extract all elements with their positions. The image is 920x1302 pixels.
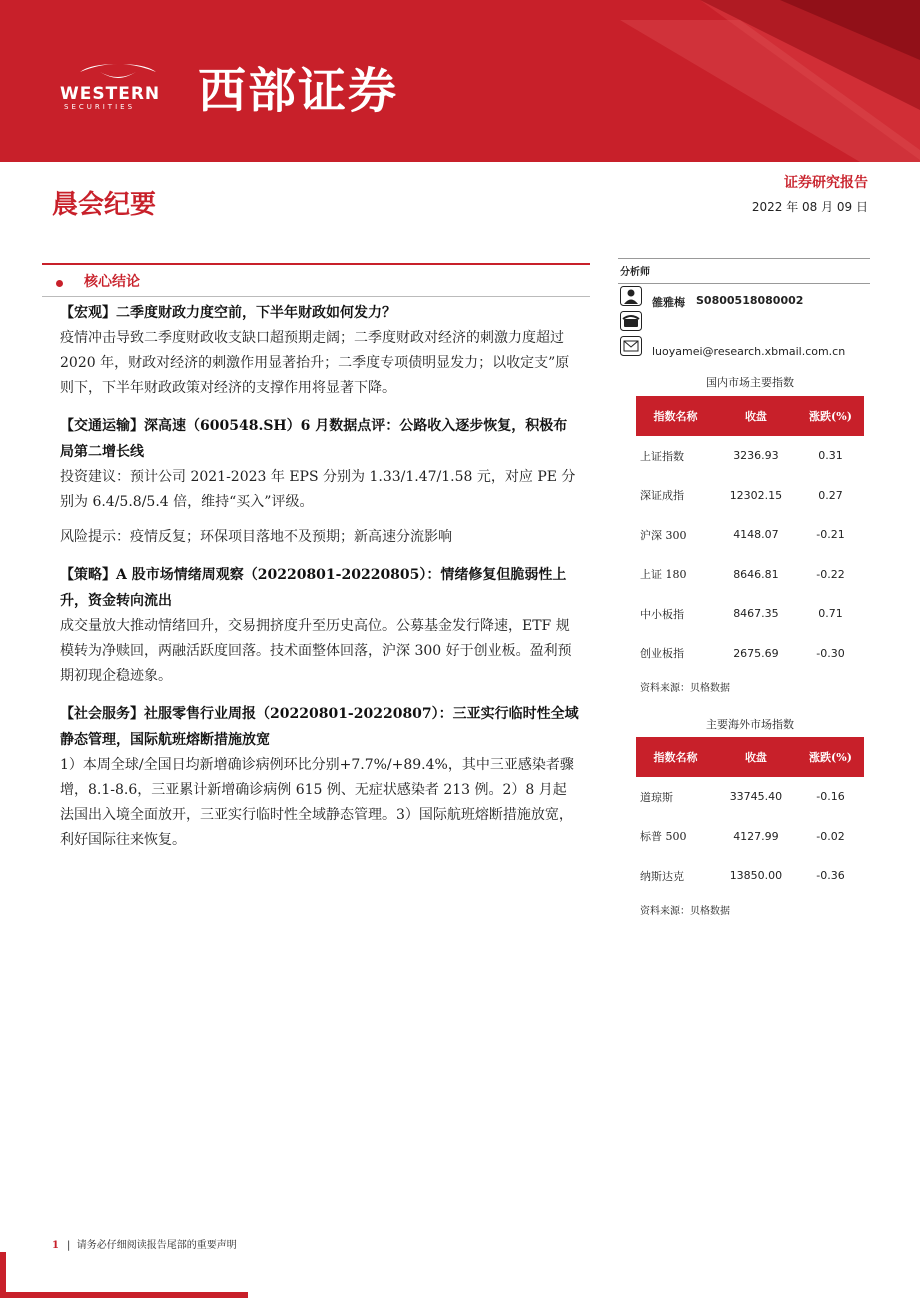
table-header-row — [636, 396, 864, 436]
section-header — [42, 263, 590, 297]
index-close: 13850.00 — [729, 869, 783, 883]
footer-accent-horizontal — [0, 1292, 248, 1298]
bullet-dot-icon — [56, 280, 63, 287]
table-row — [636, 476, 864, 516]
document-title: 晨会纪要 — [52, 190, 157, 220]
logo-english: WESTERN — [60, 84, 161, 104]
analyst-email[interactable]: luoyamei@research.xbmail.com.cn — [652, 345, 846, 358]
index-close: 4127.99 — [733, 829, 779, 843]
index-close: 12302.15 — [729, 488, 783, 502]
phone-icon — [620, 311, 642, 331]
index-name: 上证 180 — [640, 568, 687, 582]
item-strategy — [60, 562, 580, 689]
overseas-source-note: 资料来源：贝格数据 — [640, 906, 730, 917]
header-banner — [0, 0, 920, 162]
index-change: -0.22 — [816, 567, 845, 581]
index-name: 上证指数 — [640, 449, 684, 463]
index-name: 中小板指 — [640, 607, 684, 621]
table-row — [636, 436, 864, 476]
email-icon — [620, 336, 642, 356]
item-title: 【交通运输】深高速（600548.SH）6 月数据点评：公路收入逐步恢复，积极布局第二增长线 — [60, 418, 568, 460]
table-row — [636, 634, 864, 674]
index-close: 8646.81 — [733, 567, 779, 581]
item-paragraph: 成交量放大推动情绪回升，交易拥挤度升至历史高位。公募基金发行降速，ETF 规模转为净赎回，两融活跃度回落。技术面整体回落，沪深 300 好于创业板。盈利预期初现企稳迹象。 — [60, 618, 572, 684]
header-close: 收盘 — [715, 396, 797, 436]
table-header-row — [636, 737, 864, 777]
domestic-table-caption: 国内市场主要指数 — [706, 376, 794, 389]
item-title: 【社会服务】社服零售行业周报（20220801-20220807）：三亚实行临时性全域静态管理，国际航班熔断措施放宽 — [60, 706, 579, 748]
table-row — [636, 817, 864, 857]
index-change: -0.36 — [816, 869, 845, 883]
table-row — [636, 555, 864, 595]
domestic-index-table — [636, 396, 864, 673]
item-paragraph: 投资建议：预计公司 2021-2023 年 EPS 分别为 1.33/1.47/1.58 元，对应 PE 分别为 6.4/5.8/5.4 倍，维持“买入”评级。 — [60, 469, 576, 510]
item-paragraph: 1）本周全球/全国日均新增确诊病例环比分别+7.7%/+89.4%，其中三亚感染者骤增，8.1-8.6，三亚累计新增确诊病例 615 例、无症状感染者 213 例。2）8 月起法国出入境全面放开，三亚实行临时性全域静态管理。3）国际航班熔断措施放宽，利好国际往来恢复。 — [60, 757, 574, 848]
analyst-certificate: S0800518080002 — [696, 294, 804, 307]
index-name: 沪深 300 — [640, 528, 687, 542]
table-row — [636, 777, 864, 817]
domestic-source-note: 资料来源：贝格数据 — [640, 683, 730, 694]
overseas-table-caption: 主要海外市场指数 — [706, 718, 794, 731]
main-content — [60, 300, 580, 865]
header-close: 收盘 — [715, 737, 797, 777]
analyst-head-label: 分析师 — [620, 267, 650, 278]
index-change: -0.21 — [816, 528, 845, 542]
footer-separator: | — [66, 1240, 77, 1251]
item-macro — [60, 300, 580, 401]
index-close: 8467.35 — [733, 607, 779, 621]
overseas-index-table — [636, 737, 864, 896]
header-index-name: 指数名称 — [636, 396, 715, 436]
index-name: 创业板指 — [640, 647, 684, 661]
item-paragraph: 风险提示：疫情反复；环保项目落地不及预期；新高速分流影响 — [60, 529, 452, 545]
header-change: 涨跌(%) — [797, 737, 864, 777]
table-row — [636, 515, 864, 555]
index-change: -0.16 — [816, 790, 845, 804]
footer-disclaimer: 请务必仔细阅读报告尾部的重要声明 — [76, 1240, 237, 1251]
logo-chinese: 西部证券 — [198, 63, 399, 119]
analyst-name: 雒雅梅 — [652, 296, 685, 309]
index-close: 4148.07 — [733, 528, 779, 542]
index-change: 0.31 — [818, 449, 843, 463]
table-row — [636, 856, 864, 896]
logo-english-sub: SECURITIES — [64, 103, 136, 111]
item-paragraph: 疫情冲击导致二季度财政收支缺口超预期走阔；二季度财政对经济的刺激力度超过 2020 年，财政对经济的刺激作用显著抬升；二季度专项债明显发力；以收定支”原则下，下半年财政政策对经济的支撑作用将显著下降。 — [60, 330, 570, 396]
header-index-name: 指数名称 — [636, 737, 715, 777]
index-name: 标普 500 — [640, 830, 687, 844]
item-title: 【宏观】二季度财政力度空前，下半年财政如何发力？ — [60, 305, 396, 321]
table-row — [636, 594, 864, 634]
index-change: -0.30 — [816, 646, 845, 660]
index-change: 0.71 — [818, 607, 843, 621]
item-social-services — [60, 701, 580, 853]
section-label: 核心结论 — [84, 274, 140, 290]
footer — [52, 1236, 237, 1251]
index-name: 纳斯达克 — [640, 869, 684, 883]
person-icon — [620, 286, 642, 306]
header-change: 涨跌(%) — [797, 396, 864, 436]
index-close: 33745.40 — [729, 790, 783, 804]
index-change: 0.27 — [818, 488, 843, 502]
analyst-header — [618, 258, 870, 284]
index-name: 道琼斯 — [640, 790, 673, 804]
report-date: 2022 年 08 月 09 日 — [751, 200, 868, 214]
index-change: -0.02 — [816, 829, 845, 843]
report-type: 证券研究报告 — [784, 175, 868, 191]
index-close: 3236.93 — [733, 449, 779, 463]
page-number: 1 — [52, 1240, 59, 1251]
item-transport — [60, 413, 580, 550]
index-name: 深证成指 — [640, 489, 684, 503]
index-close: 2675.69 — [733, 646, 779, 660]
item-title: 【策略】A 股市场情绪周观察（20220801-20220805）：情绪修复但脆弱性上升，资金转向流出 — [60, 567, 567, 609]
